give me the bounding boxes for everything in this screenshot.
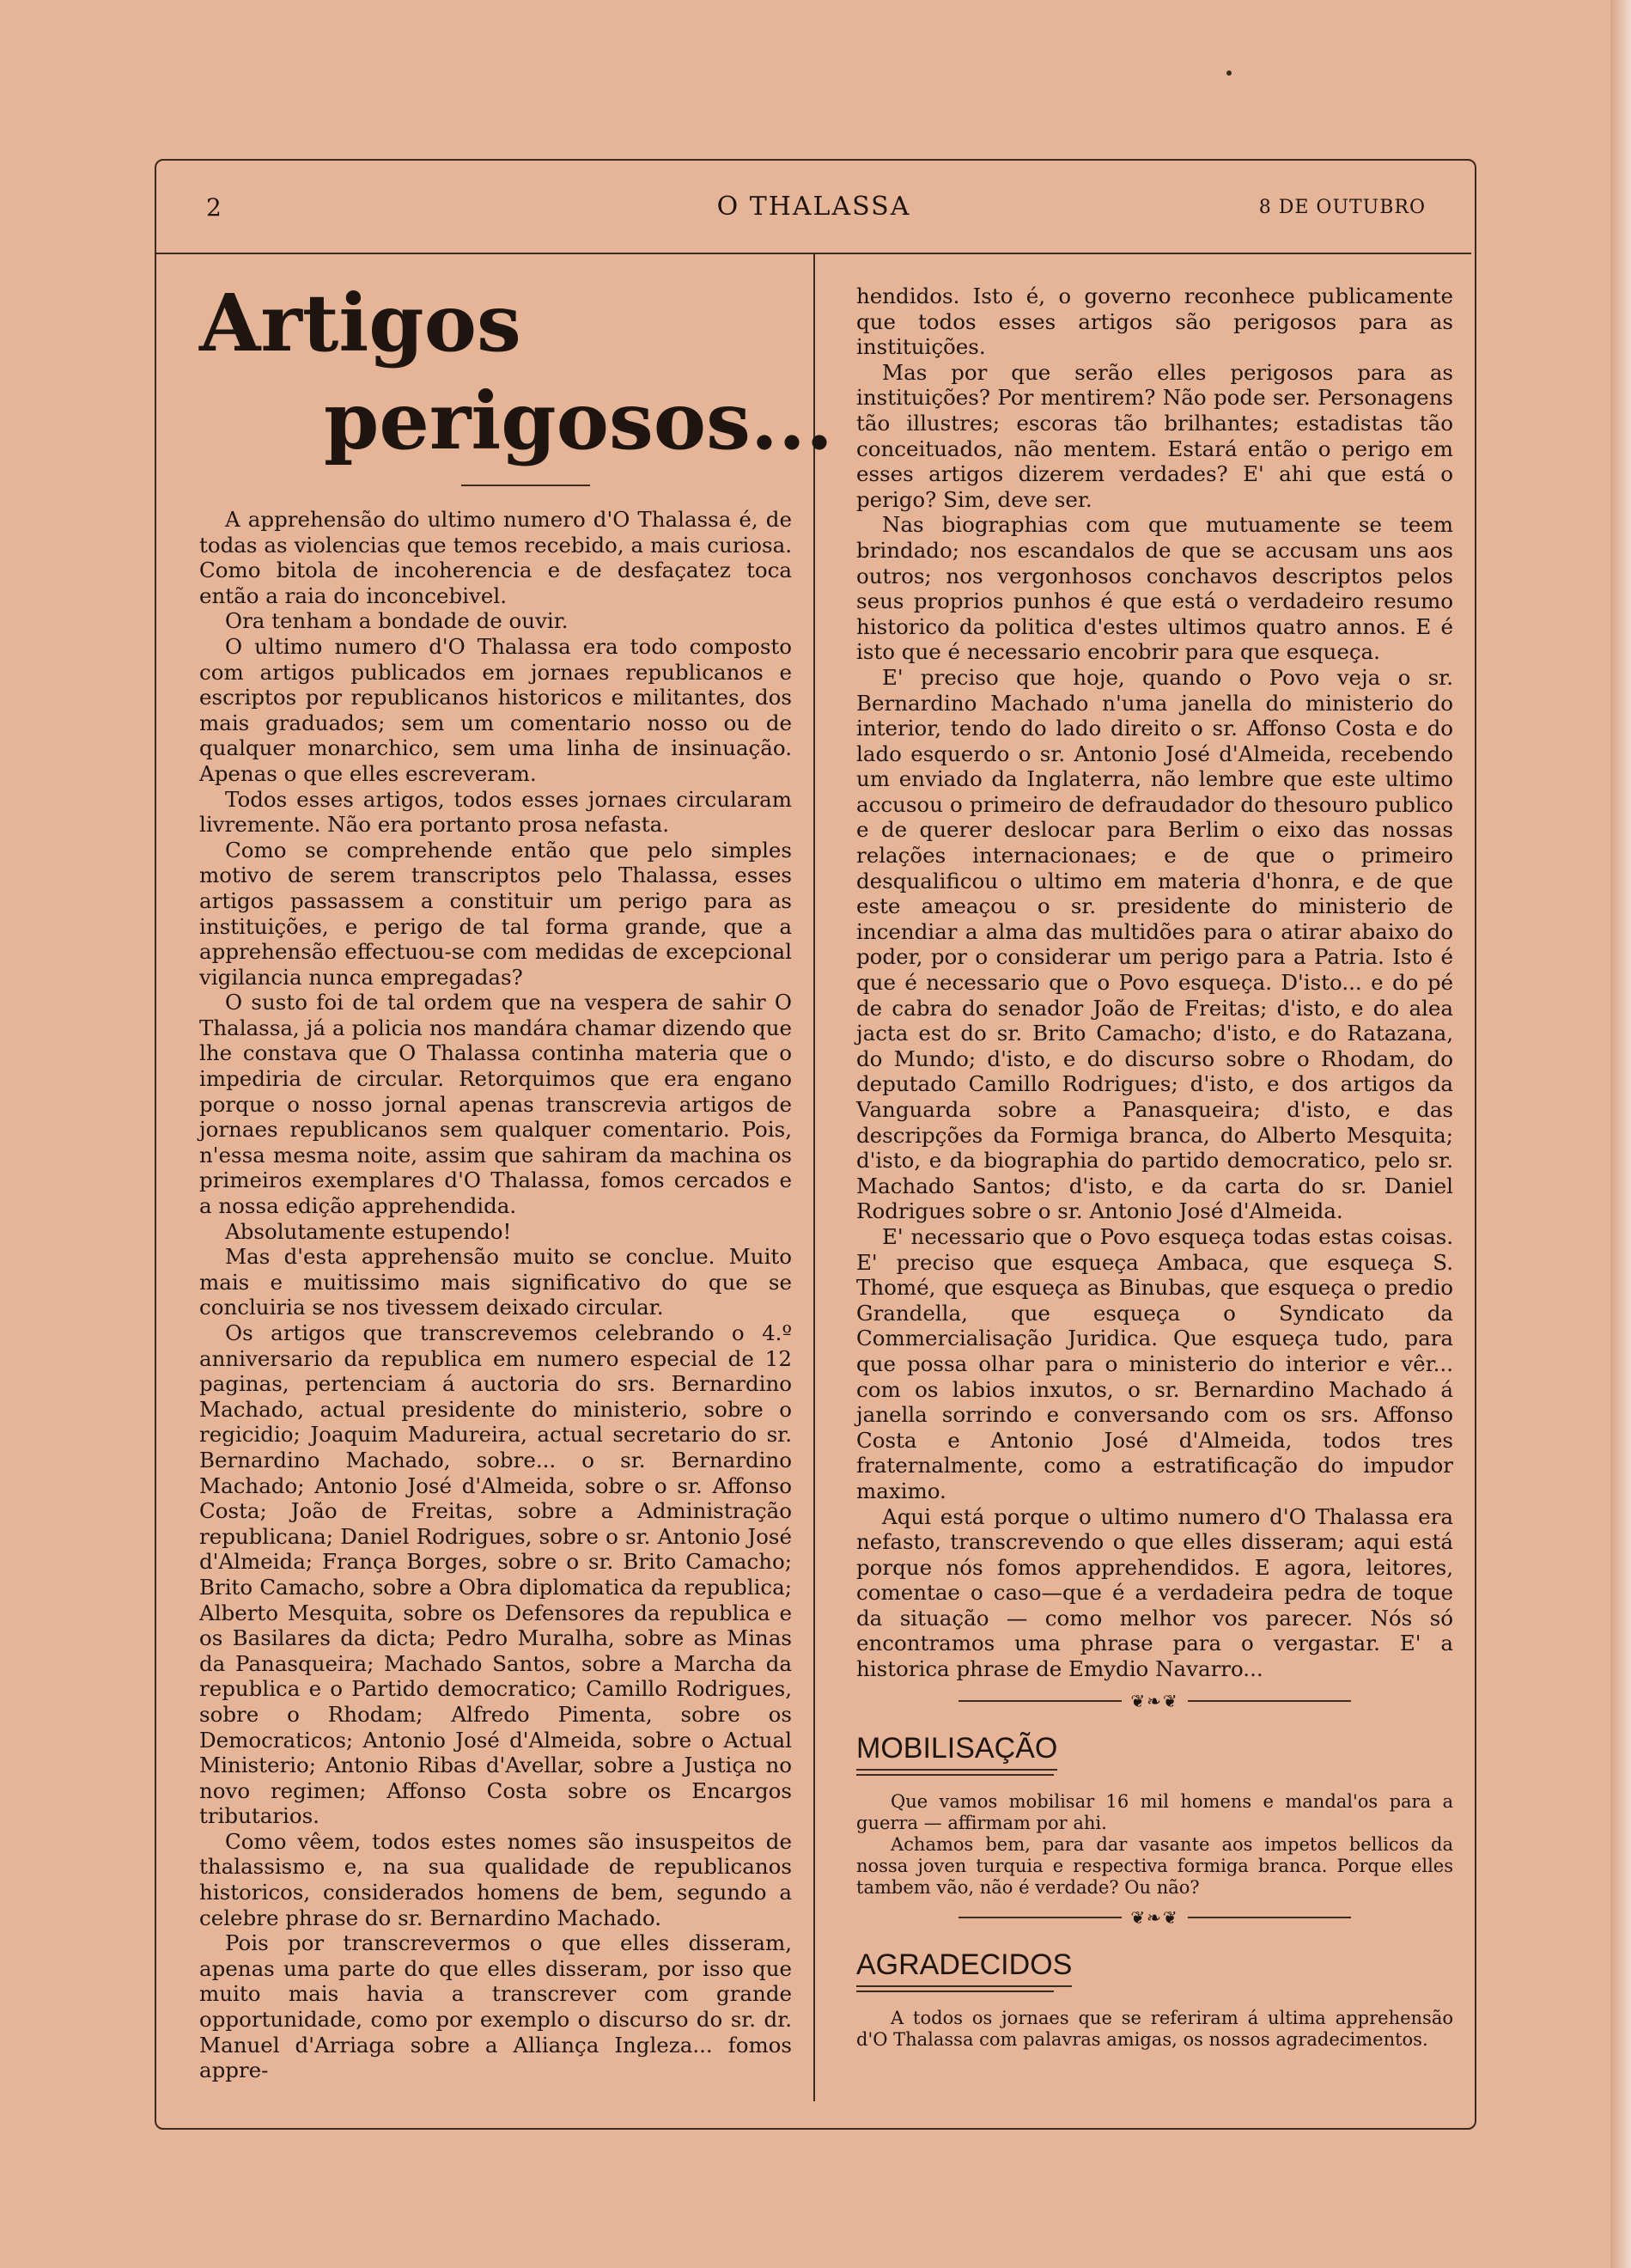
ornament-glyph: ❦❧❦	[1130, 1906, 1179, 1928]
headline-rule	[461, 485, 590, 486]
page-header	[155, 185, 1473, 236]
section-ornament	[856, 1691, 1453, 1711]
article-paragraph: Mas d'esta apprehensão muito se conclue. Muito mais e muitissimo mais significativo do que se concluiria se nos tivessem deixado circular.	[199, 1244, 792, 1320]
right-column	[856, 284, 1453, 2051]
article-paragraph: Os artigos que transcrevemos celebrando o 4.º anniversario da republica em numero especial de 12 paginas, pertenciam á auctoria do srs. Bernardino Machado, actual presidente do ministerio, sobre o regicidio; Joaquim Madureira, actual secretario do sr. Bernardino Machado, sobre... o sr. Bernardino Machado; Antonio José d'Almeida, sobre o sr. Affonso Costa; João de Freitas, sobre a Administração republicana; Daniel Rodrigues, sobre o sr. Antonio José d'Almeida; França Borges, sobre o sr. Brito Camacho; Brito Camacho, sobre a Obra diplomatica da republica; Alberto Mesquita, sobre os Defensores da republica e os Basilares da dicta; Pedro Muralha, sobre as Minas da Panasqueira; Machado Santos, sobre a Marcha da republica e o Partido democratico; Camillo Rodrigues, sobre o Rhodam; Alfredo Pimenta, sobre os Democraticos; Antonio José d'Almeida, sobre o Actual Ministerio; Antonio Ribas d'Avellar, sobre a Justiça no novo regimen; Affonso Costa sobre os Encargos tributarios.	[199, 1320, 792, 1829]
ornament-line	[1188, 1917, 1351, 1918]
section-ornament	[856, 1907, 1453, 1928]
article-paragraph: Pois por transcrevermos o que elles disseram, apenas uma parte do que elles disseram, por isso que muito mais havia a transcrever com grande opportunidade, como por exemplo o discurso do sr. dr. Manuel d'Arriaga sobre a Alliança Ingleza... fomos appre-	[199, 1930, 792, 2083]
article-paragraph: A apprehensão do ultimo numero d'O Thalassa é, de todas as violencias que temos recebido, a mais curiosa. Como bitola de incoherencia e de desfaçatez toca então a raia do inconcebivel.	[199, 507, 792, 608]
article-continuation: hendidos. Isto é, o governo reconhece publicamente que todos esses artigos são perigosos para as instituições.	[856, 284, 1453, 360]
article-paragraph: E' necessario que o Povo esqueça todas estas coisas. E' preciso que esqueça Ambaca, que esqueça S. Thomé, que esqueça as Binubas, que esqueça o predio Grandella, que esqueça o Syndicato da Commercialisação Juridica. Que esqueça tudo, para que possa olhar para o ministerio do interior e vêr... com os labios inxutos, o sr. Bernardino Machado á janella sorrindo e conversando com os srs. Affonso Costa e Antonio José d'Almeida, todos tres fraternalmente, como a estratificação do impudor maximo.	[856, 1223, 1453, 1503]
agradecidos-paragraph: A todos os jornaes que se referiram á ultima apprehensão d'O Thalassa com palavras amigas, os nossos agradecimentos.	[856, 2007, 1453, 2050]
ornament-line	[959, 1917, 1122, 1918]
article-paragraph: Absolutamente estupendo!	[225, 1218, 512, 1244]
masthead: O THALASSA	[716, 192, 911, 222]
article-paragraph: Mas por que serão elles perigosos para as instituições? Por mentirem? Não pode ser. Personagens tão illustres; escoras tão brilhantes; estadistas tão conceituados, não mentem. Estará então o perigo em esses artigos dizerem verdades? E' ahi que está o perigo? Sim, deve ser.	[856, 359, 1453, 512]
article-paragraph: Aqui está porque o ultimo numero d'O Thalassa era nefasto, transcrevendo o que elles disseram; aqui está porque nós fomos apprehendidos. E agora, leitores, comentae o caso—que é a verdadeira pedra de toque da situação — como melhor vos parecer. Nós só encontramos uma phrase para o vergastar. E' a historica phrase de Emydio Navarro...	[856, 1503, 1453, 1682]
article-paragraph: Como vêem, todos estes nomes são insuspeitos de thalassismo e, na sua qualidade de republicanos historicos, considerados homens de bem, segundo a celebre phrase do sr. Bernardino Machado.	[199, 1828, 792, 1930]
page-number: 2	[206, 193, 222, 222]
paper-edge	[1610, 0, 1631, 2268]
headline-line-1: Artigos	[199, 277, 521, 369]
column-divider	[813, 254, 815, 2101]
left-column	[199, 277, 834, 2083]
ink-speck	[1226, 70, 1232, 76]
article-paragraph: O ultimo numero d'O Thalassa era todo composto com artigos publicados em jornaes republicanos e escriptos por republicanos historicos e militantes, dos mais graduados; sem um comentario nosso ou de qualquer monarchico, sem uma linha de insinuação. Apenas o que elles escreveram.	[199, 633, 792, 786]
issue-date: 8 DE OUTUBRO	[1258, 197, 1426, 218]
article-headline	[199, 277, 834, 467]
mobilisacao-title: MOBILISAÇÃO	[856, 1732, 1057, 1771]
section-rule	[856, 1774, 1054, 1776]
agradecidos-title: AGRADECIDOS	[856, 1948, 1072, 1987]
article-paragraph: Como se comprehende então que pelo simples motivo de serem transcriptos pelo Thalassa, esses artigos passassem a constituir um perigo para as instituições, e perigo de tal forma grande, que a apprehensão effectuou-se com medidas de excepcional vigilancia nunca empregadas?	[199, 837, 792, 990]
article-paragraph: Nas biographias com que mutuamente se teem brindado; nos escandalos de que se accusam uns aos outros; nos vergonhosos conchavos descriptos pelos seus proprios punhos é que está o verdadeiro resumo historico da politica d'estes ultimos quatro annos. E é isto que é necessario encobrir para que esqueça.	[856, 512, 1453, 665]
headline-line-2: perigosos...	[324, 375, 834, 467]
article-paragraph: E' preciso que hoje, quando o Povo veja o sr. Bernardino Machado n'uma janella do ministerio do interior, tendo do lado direito o sr. Affonso Costa e do lado esquerdo o sr. Antonio José d'Almeida, recebendo um enviado da Inglaterra, não lembre que este ultimo accusou o primeiro de defraudador do thesouro publico e de querer deslocar para Berlim o eixo das nossas relações internacionaes; e de que o primeiro desqualificou o ultimo em materia d'honra, e de que este ameaçou o sr. presidente do ministerio de incendiar a alma das multidões para o atirar abaixo do poder, por o considerar um perigo para a Patria. Isto é que é necessario que o Povo esqueça. D'isto... e do pé de cabra do senador João de Freitas; d'isto, e do alea jacta est do sr. Brito Camacho; d'isto, e do Ratazana, do Mundo; d'isto, e do discurso sobre o Rhodam, do deputado Camillo Rodrigues; d'isto, e dos artigos da Vanguarda sobre a Panasqueira; d'isto, e das descripções da Formiga branca, do Alberto Mesquita; d'isto, e da biographia do partido democratico, pelo sr. Machado Santos; d'isto, e da carta do sr. Daniel Rodrigues sobre o sr. Antonio José d'Almeida.	[856, 664, 1453, 1224]
article-paragraph: Ora tenham a bondade de ouvir.	[225, 608, 569, 634]
ornament-glyph: ❦❧❦	[1130, 1690, 1179, 1711]
article-paragraph: O susto foi de tal ordem que na vespera de sahir O Thalassa, já a policia nos mandára chamar dizendo que lhe constava que O Thalassa continha materia que o impediria de circular. Retorquimos que era engano porque o nosso jornal apenas transcrevia artigos de jornaes republicanos sem qualquer comentario. Pois, n'essa mesma noite, assim que sahiram da machina os primeiros exemplares d'O Thalassa, fomos cercados e a nossa edição apprehendida.	[199, 990, 792, 1219]
ornament-line	[1188, 1700, 1351, 1702]
mobilisacao-paragraph: Achamos bem, para dar vasante aos impetos bellicos da nossa joven turquia e respectiva formiga branca. Porque elles tambem vão, não é verdade? Ou não?	[856, 1833, 1453, 1898]
article-paragraph: Todos esses artigos, todos esses jornaes circularam livremente. Não era portanto prosa nefasta.	[199, 786, 792, 838]
section-rule	[856, 1991, 1054, 1992]
ornament-line	[959, 1700, 1122, 1702]
mobilisacao-paragraph: Que vamos mobilisar 16 mil homens e mandal'os para a guerra — affirmam por ahi.	[856, 1790, 1453, 1833]
